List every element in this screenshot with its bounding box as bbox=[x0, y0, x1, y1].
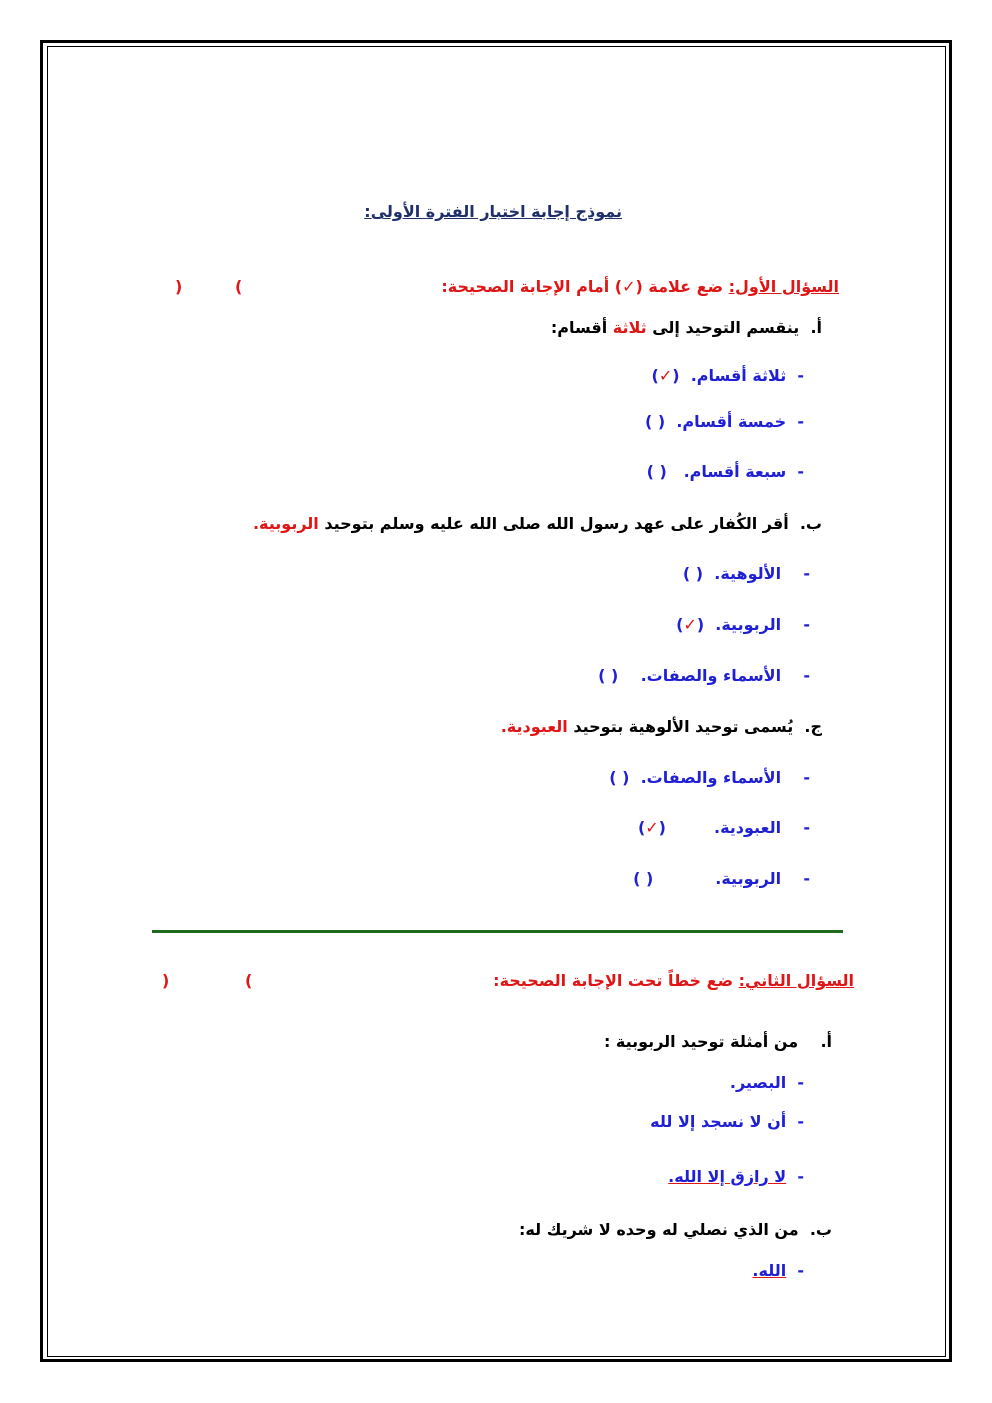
q1-item-b-stem-highlight: الربوبية bbox=[259, 514, 319, 533]
option-text: أن لا نسجد إلا لله bbox=[650, 1112, 787, 1131]
option-dash: - bbox=[797, 366, 804, 385]
q1-item-a-stem-highlight: ثلاثة bbox=[612, 318, 647, 337]
q2-header bbox=[493, 971, 854, 991]
q2-item-a-letter: أ. bbox=[820, 1032, 832, 1051]
q1-b-option-3 bbox=[598, 666, 810, 686]
q2-item-a-stem bbox=[604, 1032, 832, 1052]
option-dash: - bbox=[803, 818, 810, 837]
q2-a-option-2 bbox=[650, 1112, 804, 1132]
option-dash: - bbox=[803, 869, 810, 888]
page-border-inner bbox=[47, 46, 946, 1357]
q1-item-b-stem-after: . bbox=[252, 514, 260, 533]
q2-item-b-stem bbox=[519, 1220, 832, 1240]
option-box: ( ) bbox=[645, 412, 666, 431]
q1-item-b-stem-before: أقر الكُفار على عهد رسول الله صلى الله عليه وسلم بتوحيد bbox=[318, 514, 789, 533]
option-text: الأسماء والصفات. bbox=[640, 768, 782, 787]
q2-grade-close: ) bbox=[162, 971, 170, 990]
option-box: ( ) bbox=[682, 564, 704, 583]
option-text: الأسماء والصفات. bbox=[640, 666, 782, 685]
q2-b-option-1 bbox=[752, 1261, 804, 1281]
q1-item-c-stem-before: يُسمى توحيد الألوهية بتوحيد bbox=[567, 717, 794, 736]
q2-a-option-3 bbox=[668, 1167, 804, 1187]
option-box: (✓) bbox=[651, 366, 680, 385]
q1-b-option-2 bbox=[676, 615, 810, 635]
option-dash: - bbox=[797, 1112, 804, 1131]
check-icon: ✓ bbox=[658, 366, 673, 385]
q1-grade-open: ( bbox=[235, 277, 243, 296]
option-dash: - bbox=[803, 564, 810, 583]
option-text: ثلاثة أقسام. bbox=[690, 366, 787, 385]
option-box: ( ) bbox=[598, 666, 619, 685]
q1-a-option-1 bbox=[652, 366, 804, 386]
q1-instruction-part2: ) أمام الإجابة الصحيحة: bbox=[441, 277, 623, 296]
option-dash: - bbox=[797, 462, 804, 481]
option-text: خمسة أقسام. bbox=[676, 412, 787, 431]
q1-b-option-1 bbox=[683, 564, 810, 584]
option-box: ( ) bbox=[633, 869, 654, 888]
q1-item-a-letter: أ. bbox=[810, 318, 822, 337]
option-dash: - bbox=[803, 615, 810, 634]
q1-item-c-stem-after: . bbox=[500, 717, 507, 736]
q1-grade-close: ) bbox=[175, 277, 183, 296]
option-dash: - bbox=[797, 1073, 804, 1092]
section-divider bbox=[152, 930, 843, 933]
option-box: (✓) bbox=[637, 818, 666, 837]
option-text: الربوبية. bbox=[715, 615, 782, 634]
option-dash: - bbox=[797, 1167, 804, 1186]
q2-item-a-stem-text: من أمثلة توحيد الربوبية : bbox=[603, 1032, 799, 1051]
q1-c-option-2 bbox=[638, 818, 810, 838]
q1-item-c-letter: ج. bbox=[804, 717, 822, 736]
q1-header bbox=[441, 277, 839, 297]
q1-item-b-stem bbox=[253, 514, 822, 534]
option-text: الربوبية. bbox=[715, 869, 782, 888]
q2-item-b-letter: ب. bbox=[809, 1220, 832, 1239]
option-text-underlined: الله. bbox=[752, 1261, 787, 1280]
option-dash: - bbox=[803, 666, 810, 685]
option-text: العبودية. bbox=[713, 818, 782, 837]
q1-c-option-1 bbox=[609, 768, 810, 788]
q2-item-b-stem-text: من الذي نصلي له وحده لا شريك له: bbox=[519, 1220, 799, 1239]
q2-label: السؤال الثاني: bbox=[738, 971, 854, 990]
option-text: الألوهية. bbox=[714, 564, 782, 583]
option-text: سبعة أقسام. bbox=[683, 462, 787, 481]
option-text-underlined: لا رازق إلا الله. bbox=[668, 1167, 787, 1186]
option-box: ( ) bbox=[646, 462, 667, 481]
q1-a-option-3 bbox=[647, 462, 804, 482]
option-dash: - bbox=[797, 412, 804, 431]
check-icon: ✓ bbox=[683, 615, 697, 634]
q1-item-a-stem bbox=[551, 318, 822, 338]
q1-item-a-stem-after: أقسام: bbox=[550, 318, 613, 337]
check-icon: ✓ bbox=[645, 818, 659, 837]
q1-item-b-letter: ب. bbox=[799, 514, 822, 533]
option-box: (✓) bbox=[676, 615, 705, 634]
q1-item-c-stem-highlight: العبودية bbox=[506, 717, 568, 736]
option-box: ( ) bbox=[609, 768, 630, 787]
q1-label: السؤال الأول: bbox=[728, 277, 839, 296]
q1-instruction-tick: ✓ bbox=[622, 277, 636, 296]
page-title: نموذج إجابة اختبار الفترة الأولى: bbox=[364, 202, 622, 221]
q2-a-option-1 bbox=[730, 1073, 804, 1093]
q2-grade-open: ( bbox=[245, 971, 253, 990]
q1-item-c-stem bbox=[501, 717, 822, 737]
option-text: البصير. bbox=[729, 1073, 787, 1092]
q1-instruction-part1: ضع علامة ( bbox=[635, 277, 729, 296]
q1-a-option-2 bbox=[645, 412, 804, 432]
q1-item-a-stem-before: ينقسم التوحيد إلى bbox=[646, 318, 800, 337]
q2-instruction: ضع خطاً تحت الإجابة الصحيحة: bbox=[493, 971, 739, 990]
q1-c-option-3 bbox=[633, 869, 810, 889]
option-dash: - bbox=[797, 1261, 804, 1280]
option-dash: - bbox=[803, 768, 810, 787]
